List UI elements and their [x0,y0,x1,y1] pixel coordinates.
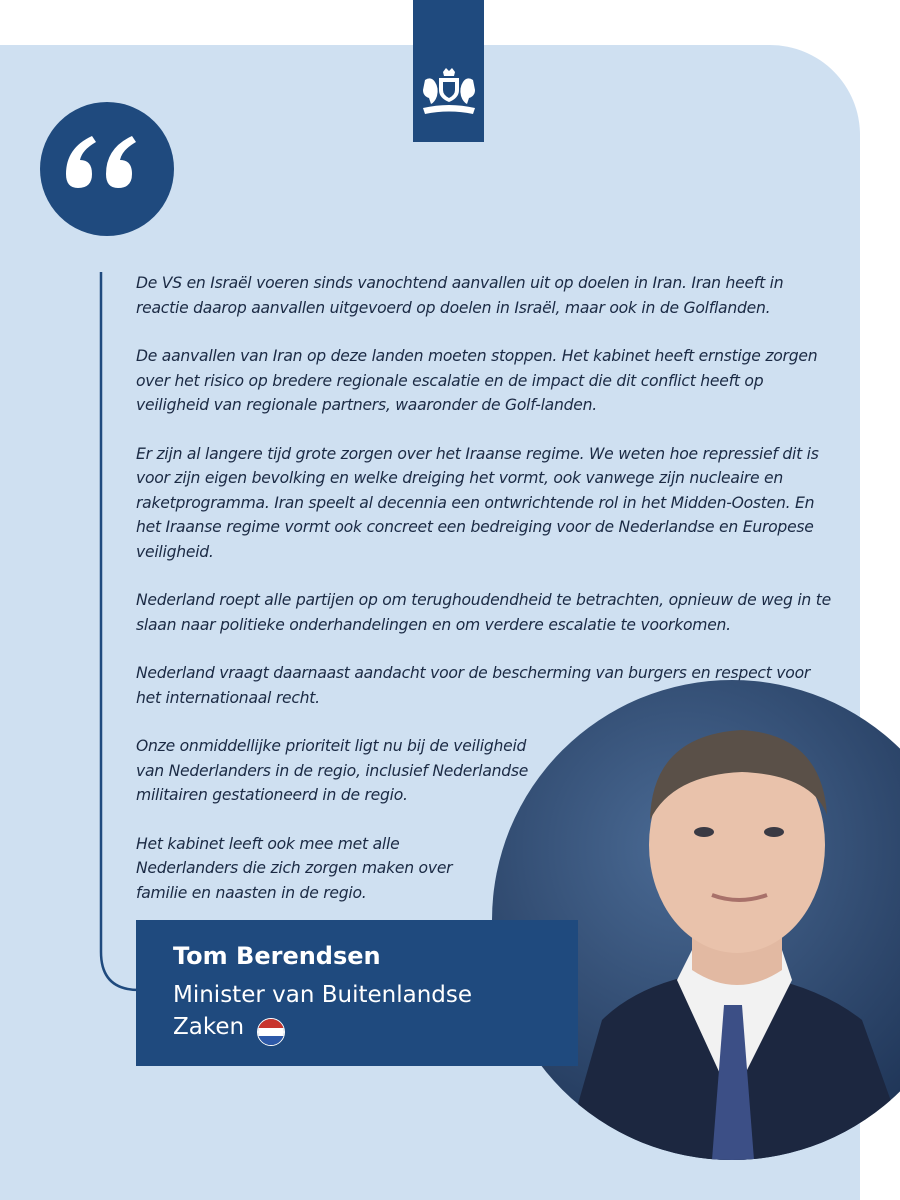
statement-paragraph-6: Onze onmiddellijke prioriteit ligt nu bij de veiligheid van Nederlanders in de regio, inclusief Nederlandse militairen gestationeerd in de regio. [136,737,529,804]
statement-paragraph-7: Het kabinet leeft ook mee met alle Nederlanders die zich zorgen maken over familie en naasten in de regio. [136,834,453,902]
netherlands-flag-icon [257,1018,285,1046]
dutch-coat-of-arms-icon [419,68,479,126]
statement-paragraph-4: Nederland roept alle partijen op om terughoudendheid te betrachten, opnieuw de weg in te slaan naar politieke onderhandelingen en om verdere escalatie te voorkomen. [136,591,831,634]
speaker-title-line-2: Zaken [173,1014,245,1040]
statement-paragraph-1: De VS en Israël voeren sinds vanochtend aanvallen uit op doelen in Iran. Iran heeft in reactie daarop aanvallen uitgevoerd op doelen in Israël, maar ook in de Golflanden. [136,274,784,317]
statement-paragraph-2: De aanvallen van Iran op deze landen moeten stoppen. Het kabinet heeft ernstige zorgen over het risico op bredere regionale escalatie en de impact die dit conflict heeft op veiligheid van regionale partners, waaronder de Golf-landen. [136,347,818,414]
statement-paragraph-5: Nederland vraagt daarnaast aandacht voor de bescherming van burgers en respect voor het internationaal recht. [136,664,811,707]
speaker-card [136,920,578,1066]
statement-paragraph-3: Er zijn al langere tijd grote zorgen over het Iraanse regime. We weten hoe repressief dit is voor zijn eigen bevolking en welke dreiging het vormt, ook vanwege zijn nucleaire en raketprogramma. Iran speelt al decennia een ontwrichtende rol in het Midden-Oosten. En het Iraanse regime vormt ook concreet een bedreiging voor de Nederlandse en Europese veiligheid. [136,444,819,561]
rijksoverheid-logo [413,0,484,142]
quote-badge [40,102,174,236]
speaker-name: Tom Berendsen [173,942,381,970]
quote-mark-icon [40,102,174,236]
speaker-title-line-1: Minister van Buitenlandse [173,982,472,1008]
